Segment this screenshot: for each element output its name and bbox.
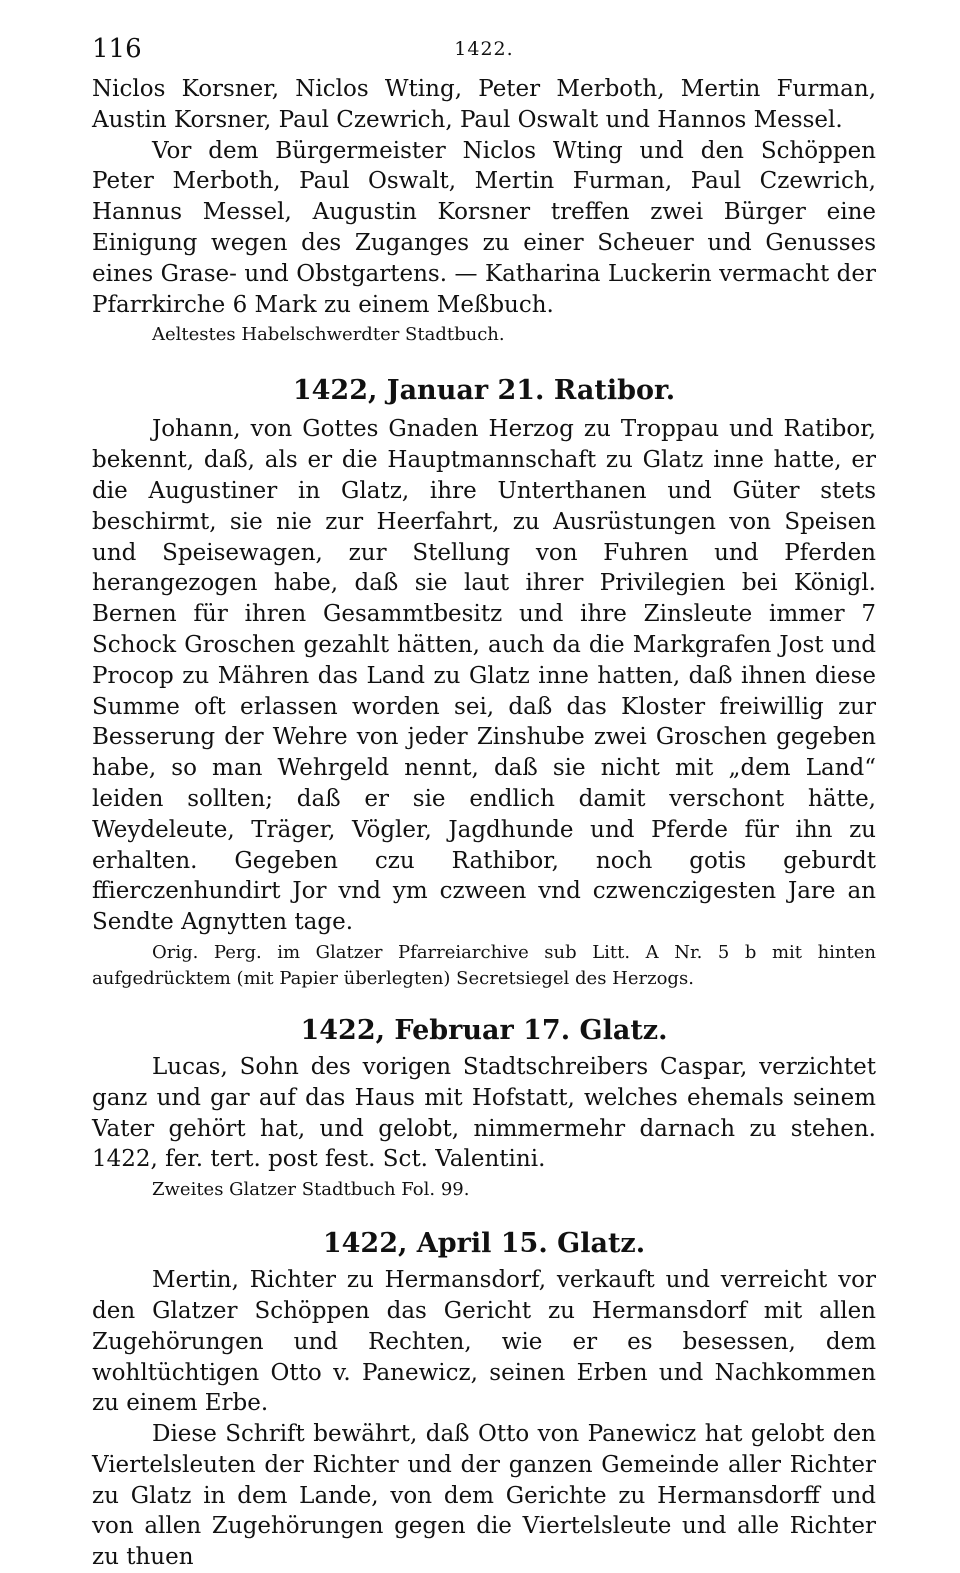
section-body-januar: Johann, von Gottes Gnaden Herzog zu Troppau und Ratibor, bekennt, daß, als er die Hauptmannschaft zu Glatz inne hatte, er die Augustiner in Glatz, ihre Unterthanen und Güter stets beschirmt, sie nie zur Heerfahrt, zu Ausrüstungen von Speisen und Speisewagen, zur Stellung von Fuhren und Pferden herangezogen habe, daß sie laut ihrer Privilegien bei Königl. Bernen für ihren Gesammtbesitz und ihre Zinsleute immer 7 Schock Groschen gezahlt hätten, auch da die Markgrafen Jost und Procop zu Mähren das Land zu Glatz inne hatten, daß ihnen diese Summe oft erlassen worden sei, daß das Kloster freiwillig zur Besserung der Wehre von jeder Zinshube zwei Groschen gegeben habe, so man Wehrgeld nennt, daß sie nicht mit „dem Land“ leiden sollten; daß er sie endlich damit verschont hätte, Weydeleute, Träger, Vögler, Jagdhunde und Pferde für ihn zu erhalten. Gegeben czu Rathibor, noch gotis geburdt ffierczenhundirt Jor vnd ym czween vnd czwenczigesten Jare an Sendte Agnytten tage. [92,416,876,936]
section-source-februar: Zweites Glatzer Stadtbuch Fol. 99. [152,1179,470,1201]
intro-paragraph-names: Niclos Korsner, Niclos Wting, Peter Merboth, Mertin Furman, Austin Korsner, Paul Czewrich, Paul Oswalt und Hannos Messel. [92,76,876,133]
section-body-april-continued: Diese Schrift bewährt, daß Otto von Panewicz hat gelobt den Viertelsleuten der Richter und der ganzen Gemeinde aller Richter zu Glatz in dem Lande, von dem Gerichte zu Hermansdorff und von allen Zugehörungen gegen die Viertelsleute und alle Richter zu thuen [92,1421,876,1571]
page-number: 116 [92,34,142,64]
running-head: 1422. [454,38,514,60]
section-heading-januar: 1422, Januar 21. Ratibor. [292,375,676,407]
intro-paragraph-body: Vor dem Bürgermeister Niclos Wting und den Schöppen Peter Merboth, Paul Oswalt, Mertin Furman, Paul Czewrich, Hannus Messel, Augustin Korsner treffen zwei Bürger eine Einigung wegen des Zuganges zu einer Scheuer und Genusses eines Grase- und Obstgartens. — Katharina Luckerin vermacht der Pfarrkirche 6 Mark zu einem Meßbuch. [92,137,876,318]
section-heading-april: 1422, April 15. Glatz. [322,1228,646,1260]
section-heading-februar: 1422, Februar 17. Glatz. [300,1014,668,1046]
document-page [92,30,876,1573]
intro-source-note: Aeltestes Habelschwerdter Stadtbuch. [152,324,505,346]
section-source-januar: Orig. Perg. im Glatzer Pfarreiarchive sub Litt. A Nr. 5 b mit hinten aufgedrücktem (mit Papier überlegten) Secretsiegel des Herzogs. [92,941,876,989]
section-body-februar: Lucas, Sohn des vorigen Stadtschreibers Caspar, verzichtet ganz und gar auf das Haus mit Hofstatt, welches ehemals seinem Vater gehört hat, und gelobt, nimmermehr darnach zu stehen. 1422, fer. tert. post fest. Sct. Valentini. [92,1053,876,1173]
section-body-april: Mertin, Richter zu Hermansdorf, verkauft und verreicht vor den Glatzer Schöppen das Gericht zu Hermansdorf mit allen Zugehörungen und Rechten, wie er es besessen, dem wohltüchtigen Otto v. Panewicz, seinen Erben und Nachkommen zu einem Erbe. [92,1267,876,1417]
page-header [92,30,876,74]
